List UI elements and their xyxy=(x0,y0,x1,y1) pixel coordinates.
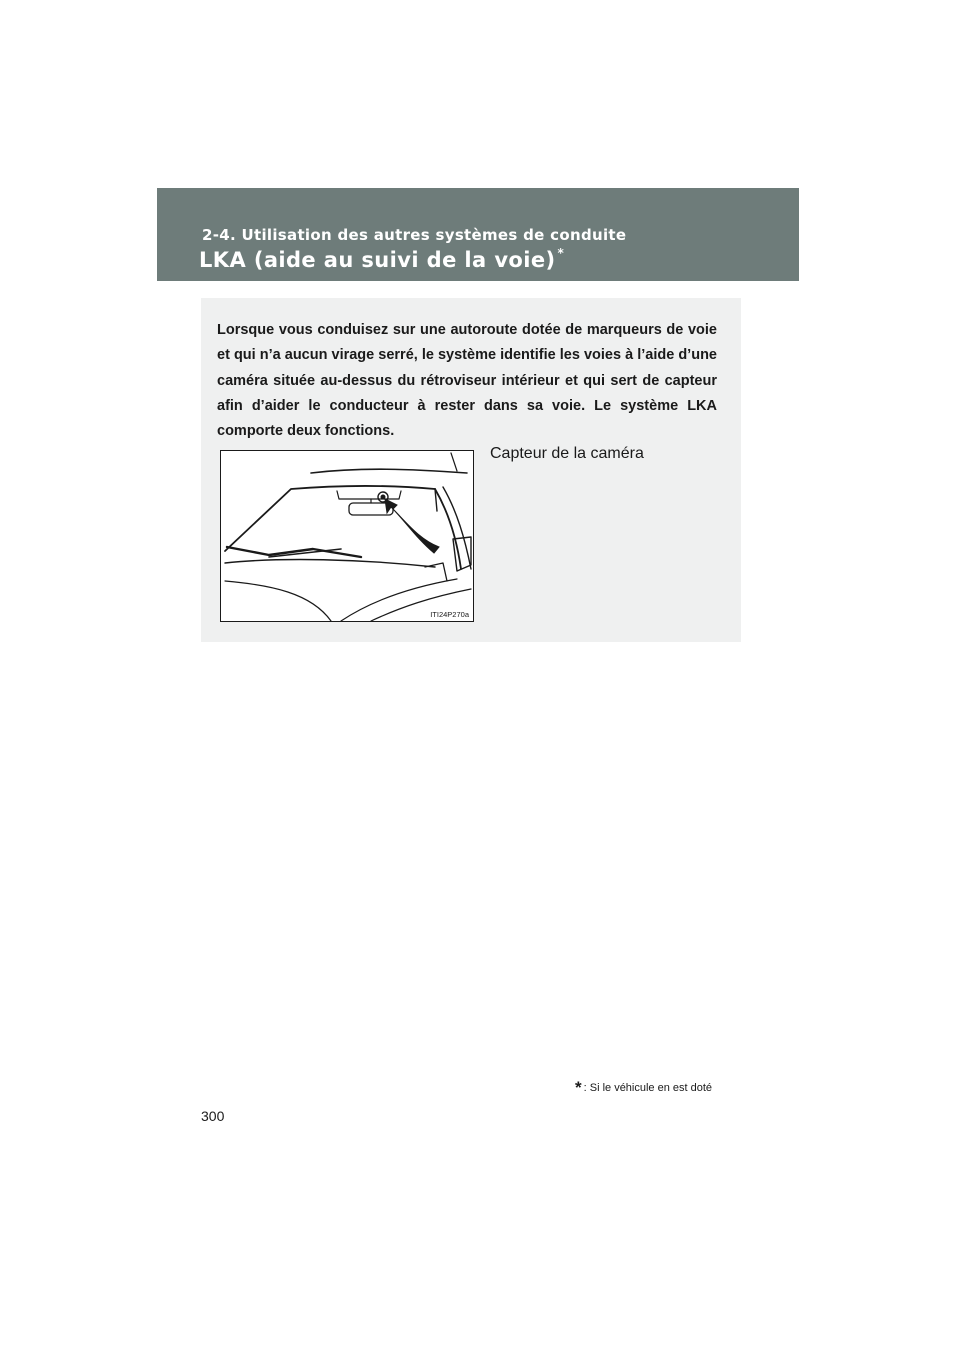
title-asterisk: * xyxy=(557,246,565,260)
camera-sensor-callout: Capteur de la caméra xyxy=(490,445,644,462)
page-title-text: LKA (aide au suivi de la voie) xyxy=(199,248,556,272)
section-header xyxy=(157,188,799,281)
page-number: 300 xyxy=(201,1108,225,1124)
page-title xyxy=(199,248,564,272)
figure-code: ITI24P270a xyxy=(430,610,469,619)
car-interior-drawing xyxy=(221,451,473,621)
section-label: 2-4. Utilisation des autres systèmes de conduite xyxy=(202,226,627,244)
footnote-text: : Si le véhicule en est doté xyxy=(583,1081,713,1094)
content-box xyxy=(201,298,741,642)
intro-paragraph: Lorsque vous conduisez sur une autoroute dotée de marqueurs de voie et qui n’a aucun virage serré, le système identifie les voies à l’aide d’une caméra située au-dessus du rétroviseur intérieur et qui sert de capteur afin d’aider le conducteur à rester dans sa voie. Le système LKA comporte deux fonctions. xyxy=(217,322,717,440)
footnote-asterisk: * xyxy=(575,1078,582,1097)
footnote xyxy=(575,1078,712,1098)
windshield-camera-illustration xyxy=(220,450,474,622)
